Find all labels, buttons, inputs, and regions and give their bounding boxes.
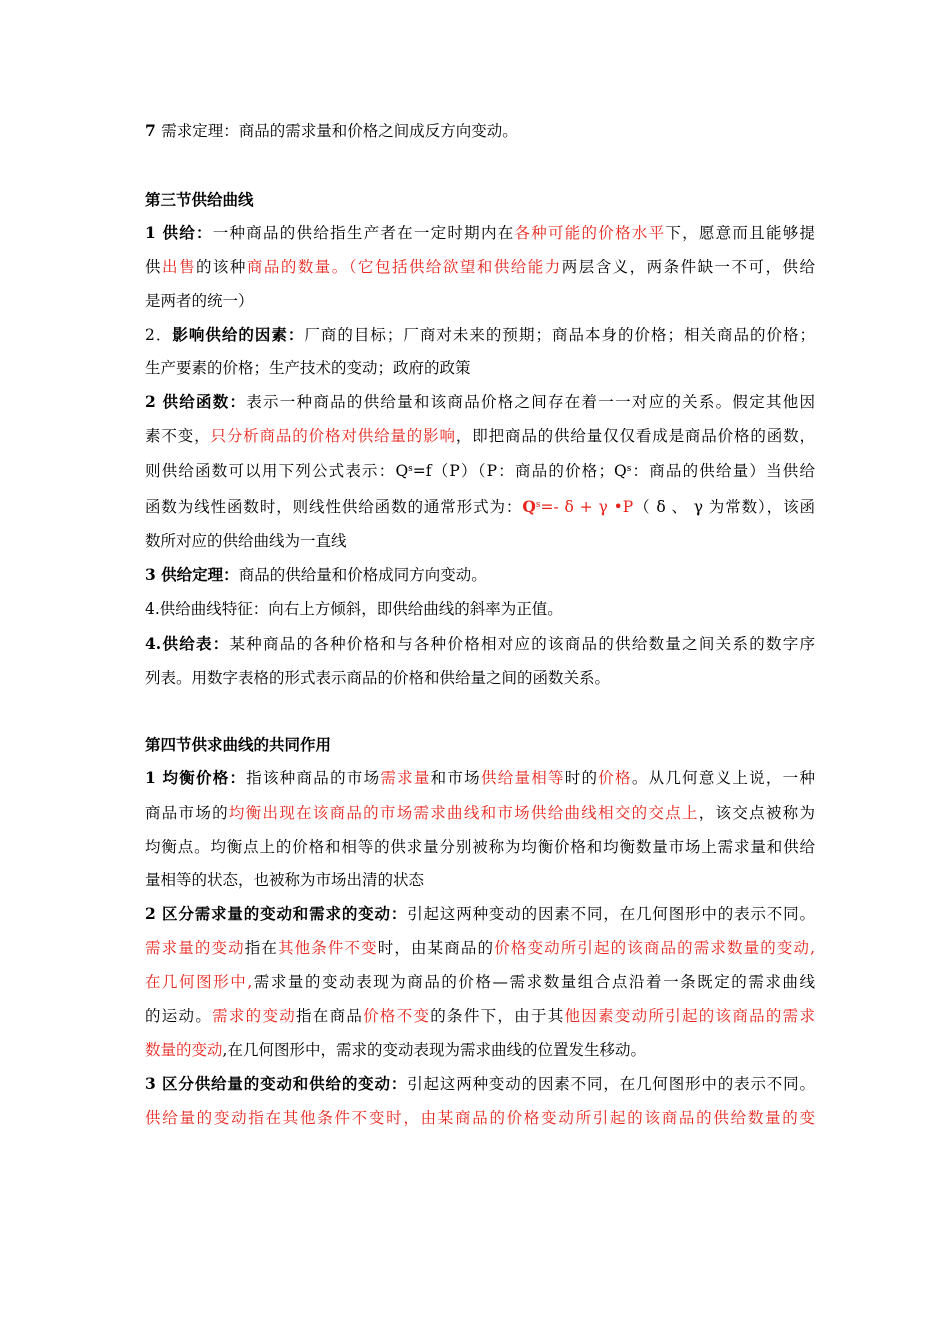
text-run: 一种商品的供给指生产者在一定时期内在 xyxy=(212,224,515,242)
text-run: 需求量的变动 xyxy=(145,939,245,957)
text-run: 需求定理：商品的需求量和价格之间成反方向变动。 xyxy=(161,122,518,140)
text-run: 1 均衡价格： xyxy=(145,768,247,787)
text-run: s xyxy=(535,500,541,510)
text-run: 供给量相等 xyxy=(480,769,565,787)
text-run: 时的 xyxy=(564,769,599,787)
text-run: 的运动。 xyxy=(145,1007,213,1025)
equilibrium-price-line xyxy=(145,803,815,823)
text-run: 数量的变动 xyxy=(145,1041,223,1059)
text-run: 时，由某商品的 xyxy=(377,939,495,957)
text-run: ,在几何图形中，需求的变动表现为需求曲线的位置发生移动。 xyxy=(222,1041,646,1059)
text-run: 需求的变动 xyxy=(212,1007,297,1025)
text-run: 的条件下，由于其 xyxy=(430,1007,565,1025)
text-run: =- δ + γ •P xyxy=(540,498,634,516)
text-run: 需求量 xyxy=(380,769,431,787)
text-run: 1 供给： xyxy=(145,223,213,242)
text-run: 下，愿意而且能够提 xyxy=(665,224,815,242)
text-run: 函数为线性函数时，则线性供给函数的通常形式为： xyxy=(145,498,523,516)
text-run: 商品市场的 xyxy=(145,804,229,822)
text-run: =f（P）（P：商品的价格；Q xyxy=(412,462,627,480)
text-run: 影响供给的因素： xyxy=(172,325,305,344)
text-run: 和市场 xyxy=(430,769,481,787)
supply-curve-feature-line xyxy=(145,599,815,619)
text-run: 3 供给定理： xyxy=(145,565,239,584)
text-run: 2 供给函数： xyxy=(145,392,247,411)
text-run: ：商品的供给量）当供给 xyxy=(631,462,815,480)
text-run: 均衡点。均衡点上的价格和相等的供求量分别被称为均衡价格和均衡数量市场上需求量和供给 xyxy=(145,838,815,856)
demand-change-line xyxy=(145,1040,815,1060)
text-run: s xyxy=(408,464,413,474)
text-run: 4.供给表： xyxy=(145,634,230,653)
equilibrium-price-line xyxy=(145,870,815,890)
supply-definition-line xyxy=(145,257,815,277)
text-run: 均衡出现在该商品的市场需求曲线和市场供给曲线相交的交点上 xyxy=(228,804,699,822)
supply-definition-line xyxy=(145,223,815,243)
text-run: ，该交点被称为 xyxy=(698,804,815,822)
supply-factors-line xyxy=(145,325,815,345)
supply-table-line xyxy=(145,634,815,654)
section-4-heading xyxy=(145,735,815,755)
text-run: 表示一种商品的供给量和该商品价格之间存在着一一对应的关系。假定其他因 xyxy=(246,393,815,411)
text-run: 引起这两种变动的因素不同，在几何图形中的表示不同。 xyxy=(407,1075,815,1093)
text-run: 厂商的目标；厂商对未来的预期；商品本身的价格；相关商品的价格； xyxy=(304,326,815,344)
text-run: 指该种商品的市场 xyxy=(246,769,381,787)
text-run: s xyxy=(626,464,632,474)
text-run: 价格变动所引起的该商品的需求数量的变动, xyxy=(494,939,815,957)
text-run: 商品的供给量和价格成同方向变动。 xyxy=(238,566,487,584)
text-run: 某种商品的各种价格和与各种价格相对应的该商品的供给数量之间关系的数字序 xyxy=(229,635,815,653)
equilibrium-price-line xyxy=(145,837,815,857)
text-run: 商品的数量。 xyxy=(246,258,349,276)
text-run: 他因素变动所引起的该商品的需求 xyxy=(564,1007,815,1025)
supply-function-line xyxy=(145,426,815,446)
demand-law-line xyxy=(145,121,815,141)
text-run: 引起这两种变动的因素不同，在几何图形中的表示不同。 xyxy=(407,905,815,923)
text-run: 素不变， xyxy=(145,427,211,445)
text-run: 供给量的变动指在其他条件不变时，由某商品的价格变动所引起的该商品的供给数量的变 xyxy=(145,1109,815,1127)
text-run: 。从几何意义上说，一种 xyxy=(631,769,815,787)
supply-function-line xyxy=(145,392,815,412)
text-run: 其他条件不变 xyxy=(278,939,378,957)
text-run: 出售 xyxy=(161,258,196,276)
text-run: 在几何图形中, xyxy=(145,973,253,991)
text-run: Q xyxy=(522,497,536,516)
text-run: 价格 xyxy=(598,769,632,787)
text-run: 第三节供给曲线 xyxy=(145,190,254,209)
supply-factors-line xyxy=(145,358,815,378)
text-run: （它包括 xyxy=(348,258,409,276)
demand-change-line xyxy=(145,938,815,958)
linear-supply-function-line xyxy=(145,531,815,551)
text-run: 指在商品 xyxy=(296,1007,364,1025)
supply-table-line xyxy=(145,668,815,688)
supply-law-line xyxy=(145,565,815,585)
text-run: 2． xyxy=(145,326,173,344)
text-run: 价格不变 xyxy=(363,1007,431,1025)
text-run: 的该种 xyxy=(195,258,247,276)
supply-change-line xyxy=(145,1108,815,1128)
supply-change-line xyxy=(145,1074,815,1094)
demand-change-line xyxy=(145,904,815,924)
text-run: 供给欲望和供给能力 xyxy=(408,258,562,276)
text-run: 两层含义，两条件缺一不可，供给 xyxy=(561,258,815,276)
text-run: 需求量的变动表现为商品的价格—需求数量组合点沿着一条既定的需求曲线 xyxy=(252,973,815,991)
text-run: 列表。用数字表格的形式表示商品的价格和供给量之间的函数关系。 xyxy=(145,669,611,687)
text-run: 则供给函数可以用下列公式表示：Q xyxy=(145,462,409,480)
supply-function-line xyxy=(145,461,815,481)
text-run: ，即把商品的供给量仅仅看成是商品价格的函数， xyxy=(455,427,815,445)
section-3-heading xyxy=(145,190,815,210)
supply-definition-line xyxy=(145,291,815,311)
text-run: 4.供给曲线特征：向右上方倾斜，即供给曲线的斜率为正值。 xyxy=(145,600,563,618)
text-run: 数所对应的供给曲线为一直线 xyxy=(145,532,347,550)
text-run: 7 xyxy=(145,121,162,140)
text-run: 只分析商品的价格对供给量的影响 xyxy=(210,427,456,445)
text-run: （ δ 、 γ 为常数），该函 xyxy=(633,498,815,516)
linear-supply-function-line xyxy=(145,497,815,517)
text-run: 指在 xyxy=(244,939,279,957)
text-run: 第四节供求曲线的共同作用 xyxy=(145,735,332,754)
demand-change-line xyxy=(145,972,815,992)
text-run: 供 xyxy=(145,258,162,276)
text-run: 3 区分供给量的变动和供给的变动： xyxy=(145,1074,408,1093)
text-run: 生产要素的价格；生产技术的变动；政府的政策 xyxy=(145,359,471,377)
text-run: 各种可能的价格水平 xyxy=(514,224,666,242)
text-run: 量相等的状态，也被称为市场出清的状态 xyxy=(145,871,425,889)
text-run: 是两者的统一） xyxy=(145,292,254,310)
text-run: 2 区分需求量的变动和需求的变动： xyxy=(145,904,408,923)
demand-change-line xyxy=(145,1006,815,1026)
equilibrium-price-line xyxy=(145,768,815,788)
